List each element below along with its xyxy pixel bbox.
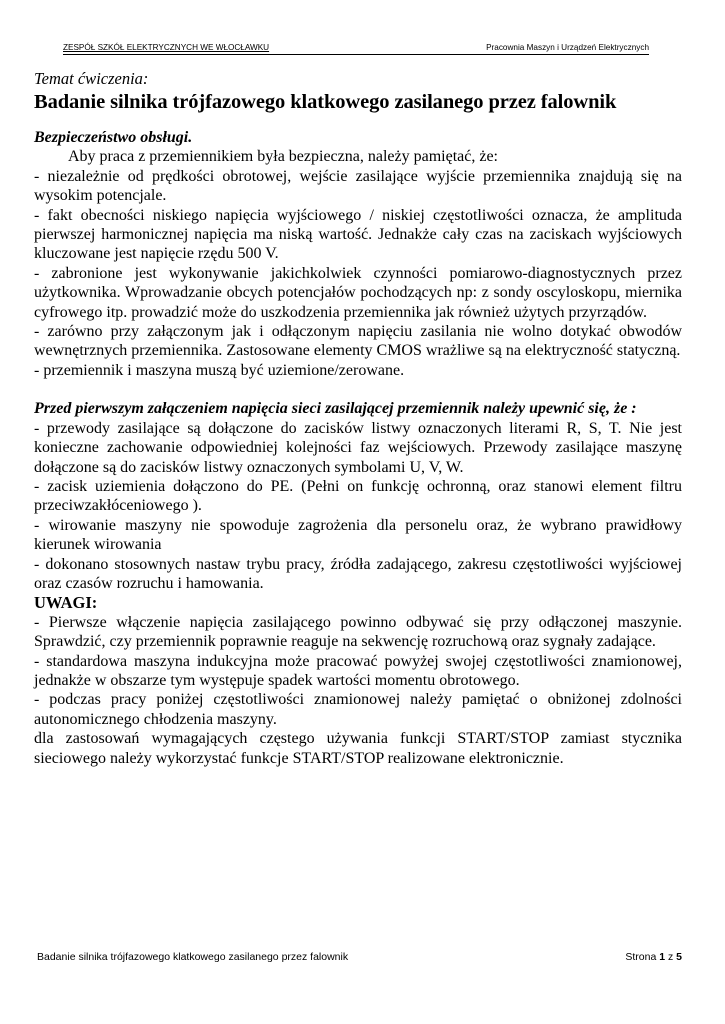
note-item: - standardowa maszyna indukcyjna może pracować powyżej swojej częstotliwości znamionowej, jednakże w obszarze tym występuje spadek wartości momentu obrotowego. bbox=[34, 652, 682, 689]
note-item: - Pierwsze włączenie napięcia zasilającego powinno odbywać się przy odłączonej maszynie. Sprawdzić, czy przemiennik poprawnie reaguje na sekwencję rozruchową oraz sygnały zadające. bbox=[34, 613, 682, 651]
document-title: Badanie silnika trójfazowego klatkowego zasilanego przez falownik bbox=[34, 91, 617, 113]
checklist-item: - wirowanie maszyny nie spowoduje zagrożenia dla personelu oraz, że wybrano prawidłowy kierunek wirowania bbox=[34, 516, 682, 554]
safety-item: - przemiennik i maszyna muszą być uziemione/zerowane. bbox=[34, 361, 405, 379]
page-footer bbox=[37, 948, 682, 966]
checklist-item: - dokonano stosownych nastaw trybu pracy, źródła zadającego, zakresu częstotliwości wyjściowej oraz czasów rozruchu i hamowania. bbox=[34, 555, 682, 592]
safety-item: - zarówno przy załączonym jak i odłączonym napięciu zasilania nie wolno dotykać obwodów wewnętrznych przemiennika. Zastosowane elementy CMOS wrażliwe są na elektryczność statyczną. bbox=[34, 323, 682, 360]
page-total: 5 bbox=[676, 951, 682, 963]
safety-item: - zabronione jest wykonywanie jakichkolwiek czynności pomiarowo-diagnostycznych przez użytkownika. Wprowadzanie obcych potencjałów pochodzących np: z sondy oscyloskopu, miernika cyfrowego itp. prowadzić może do uszkodzenia przemiennika jak również użytych przyrządów. bbox=[34, 264, 682, 321]
safety-heading: Bezpieczeństwo obsługi. bbox=[34, 129, 193, 146]
note-item: dla zastosowań wymagających częstego używania funkcji START/STOP zamiast stycznika sieciowego należy wykorzystać funkcje START/STOP realizowane elektronicznie. bbox=[34, 730, 682, 767]
checklist-item: - zacisk uziemienia dołączono do PE. (Pełni on funkcję ochronną, oraz stanowi element filtru przeciwzakłóceniowego ). bbox=[34, 477, 682, 515]
header-school-name: ZESPÓŁ SZKÓŁ ELEKTRYCZNYCH WE WŁOCŁAWKU bbox=[63, 43, 270, 52]
page-current: 1 bbox=[659, 951, 666, 963]
safety-item: - fakt obecności niskiego napięcia wyjściowego / niskiej częstotliwości oznacza, że amplituda pierwszej harmonicznej napięcia ma niską wartość. Jednakże cały czas na zaciskach wyjściowych kluczowane jest napięcie rzędu 500 V. bbox=[34, 206, 682, 263]
topic-label: Temat ćwiczenia: bbox=[34, 69, 149, 88]
page-header bbox=[63, 41, 649, 55]
header-lab-name: Pracownia Maszyn i Urządzeń Elektrycznych bbox=[486, 43, 649, 52]
page-prefix: Strona bbox=[625, 951, 660, 963]
note-item: - podczas pracy poniżej częstotliwości znamionowej należy pamiętać o obniżonej zdolności autonomicznego chłodzenia maszyny. bbox=[34, 691, 682, 728]
page-number bbox=[625, 948, 682, 966]
before-first-heading: Przed pierwszym załączeniem napięcia sieci zasilającej przemiennik należy upewnić się, że : bbox=[34, 400, 637, 418]
safety-intro: Aby praca z przemiennikiem była bezpieczna, należy pamiętać, że: bbox=[68, 148, 498, 166]
checklist-item: - przewody zasilające są dołączone do zacisków listwy oznaczonych literami R, S, T. Nie jest konieczne zachowanie odpowiedniej kolejności faz wejściowych. Przewody zasilające maszynę dołączone są do zacisków listwy oznaczonych symbolami U, V, W. bbox=[34, 419, 682, 476]
page-separator: z bbox=[665, 951, 677, 963]
safety-item: - niezależnie od prędkości obrotowej, wejście zasilające wyjście przemiennika znajdują się na wysokim potencjale. bbox=[34, 167, 682, 205]
footer-title: Badanie silnika trójfazowego klatkowego zasilanego przez falownik bbox=[37, 951, 349, 963]
notes-heading: UWAGI: bbox=[34, 593, 98, 613]
document-body bbox=[34, 69, 682, 768]
